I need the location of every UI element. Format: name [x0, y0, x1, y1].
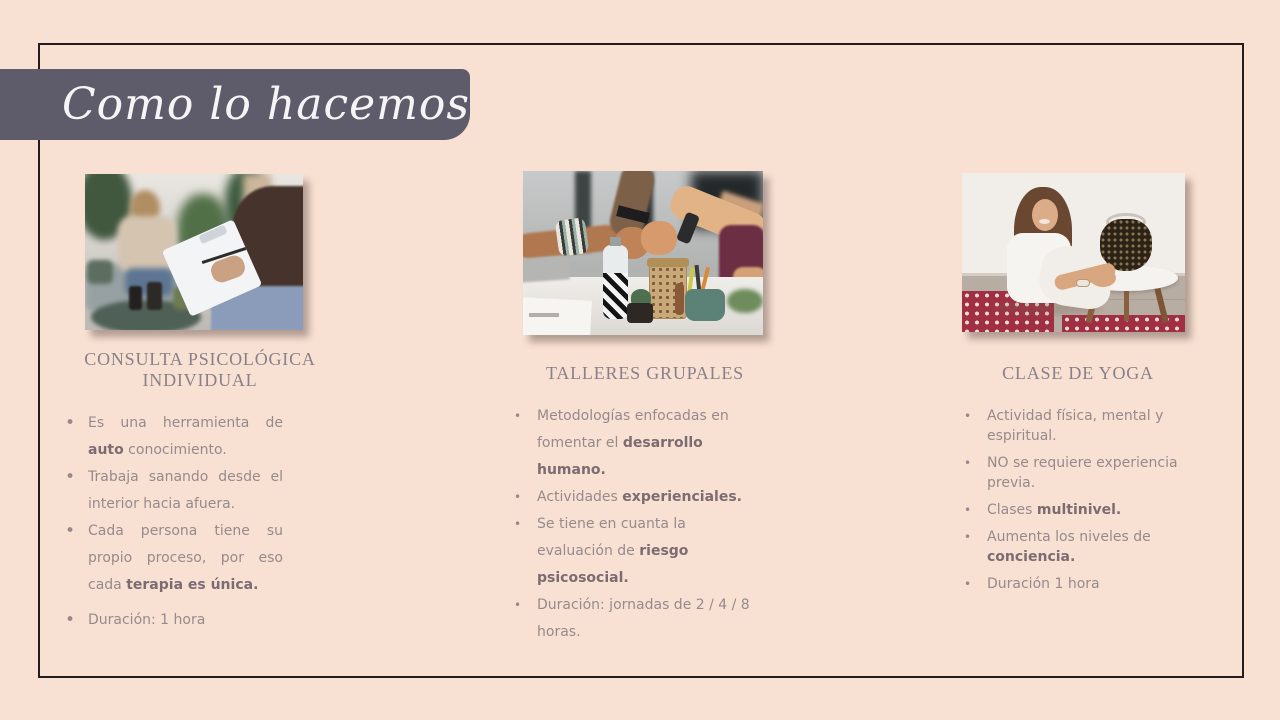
teal-pot-shape: [685, 289, 725, 321]
group-workshop-photo: [523, 171, 763, 335]
title-banner: [0, 69, 470, 140]
column-heading-consulta: CONSULTA PSICOLÓGICA INDIVIDUAL: [84, 349, 316, 390]
bullet-text-segment: Cada persona tiene su propio proceso, por eso cada: [88, 523, 283, 593]
bullet-text-segment: NO se requiere experiencia previa.: [987, 455, 1178, 491]
bullet-text-segment: Actividades: [537, 489, 623, 505]
photo-shape: [627, 303, 653, 323]
yoga-class-photo: [962, 173, 1185, 332]
bullet-item: [512, 511, 754, 592]
bullet-item: [962, 574, 1184, 594]
bullet-text-segment: experienciales.: [622, 489, 742, 505]
bullet-text-segment: Clases: [987, 502, 1037, 518]
bullet-item: [962, 500, 1184, 520]
bullet-item: [962, 406, 1184, 446]
bullet-item: [512, 403, 754, 484]
bullet-text-segment: conciencia.: [987, 549, 1076, 565]
therapy-session-photo: [85, 174, 303, 330]
fist-shape: [641, 221, 677, 255]
bullet-text-segment: auto: [88, 442, 124, 458]
column-heading-yoga: CLASE DE YOGA: [1002, 363, 1154, 383]
bullet-text-segment: riesgo psicosocial.: [537, 543, 689, 586]
slide-title: Como lo hacemos: [62, 79, 470, 130]
bullet-text-segment: Aumenta los niveles de: [987, 529, 1151, 545]
bullet-text-segment: Duración 1 hora: [987, 576, 1100, 592]
bullet-item: [63, 607, 283, 634]
photo-shape: [727, 289, 763, 313]
bullet-item: [63, 464, 283, 518]
photo-shape: [529, 313, 559, 317]
bullet-text-segment: terapia es única.: [126, 577, 259, 593]
bullet-text-segment: Duración: jornadas de 2 / 4 / 8 horas.: [537, 597, 750, 640]
bullet-text-segment: Metodologías enfocadas en fomentar el: [537, 408, 729, 451]
bullet-text-segment: Actividad física, mental y espiritual.: [987, 408, 1164, 444]
bullet-list-talleres: [512, 403, 754, 646]
bullet-text-segment: Se tiene en cuanta la evaluación de: [537, 516, 686, 559]
bullet-item: [962, 527, 1184, 567]
photo-shape: [147, 282, 162, 310]
photo-shape: [1090, 269, 1116, 287]
bullet-text-segment: Es una herramienta de: [88, 415, 283, 431]
photo-shape: [610, 237, 621, 246]
photo-shape: [675, 283, 684, 315]
bracelets-shape: [555, 217, 590, 257]
side-table-leg: [1124, 287, 1129, 321]
photo-shape: [1039, 219, 1050, 224]
bullet-item: [63, 518, 283, 599]
face-shape: [1032, 199, 1058, 231]
bullet-item: [512, 592, 754, 646]
photo-shape: [647, 258, 689, 267]
bullet-text-segment: conocimiento.: [123, 442, 227, 458]
photo-shape: [603, 273, 628, 319]
bullet-item: [63, 410, 283, 464]
photo-shape: [87, 260, 113, 284]
bullet-text-segment: Duración: 1 hora: [88, 612, 206, 628]
bullet-text-segment: desarrollo humano.: [537, 435, 703, 478]
bullet-list-yoga: [962, 406, 1184, 601]
bullet-text-segment: multinivel.: [1036, 502, 1122, 518]
bullet-text-segment: Trabaja sanando desde el interior hacia afuera.: [88, 469, 283, 512]
bracelet-shape: [1076, 279, 1090, 287]
photo-shape: [129, 286, 142, 310]
photo-shape: [523, 255, 570, 282]
column-heading-talleres: TALLERES GRUPALES: [545, 363, 744, 383]
bullet-list-consulta: [63, 410, 283, 634]
bullet-item: [962, 453, 1184, 493]
bullet-item: [512, 484, 754, 511]
